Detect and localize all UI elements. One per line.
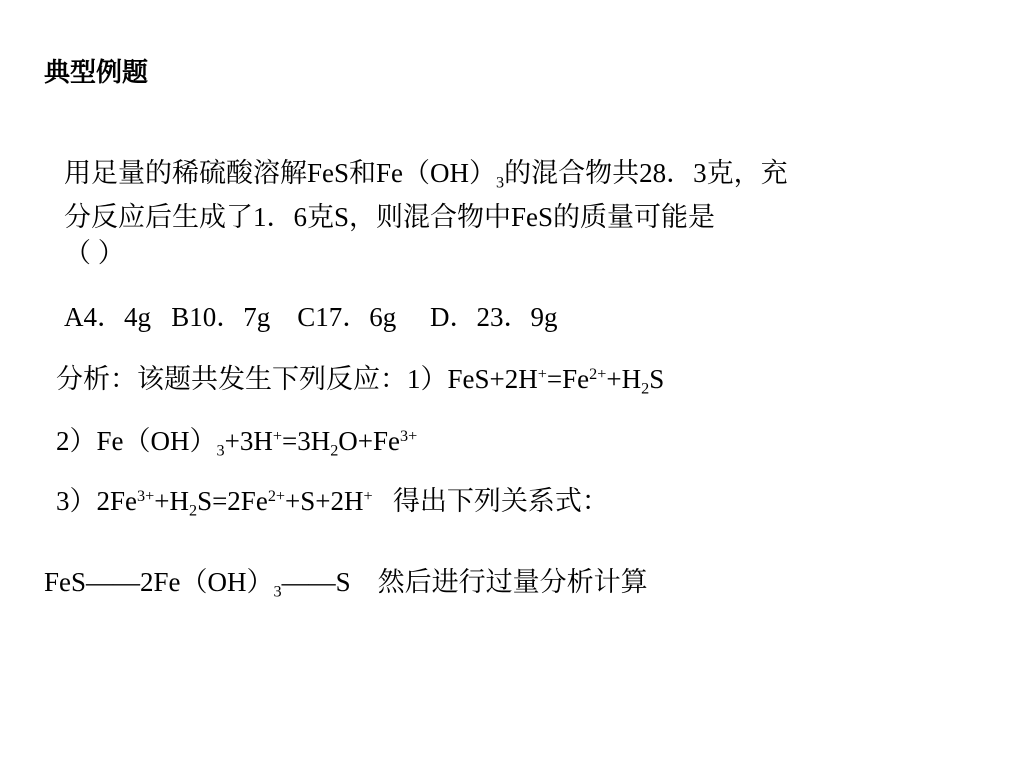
subscript: 3 bbox=[496, 173, 505, 192]
superscript: 3+ bbox=[400, 427, 418, 446]
superscript: 3+ bbox=[137, 487, 155, 506]
superscript: + bbox=[537, 365, 547, 384]
subscript: 3 bbox=[216, 441, 225, 460]
answer-options: A4．4g B10．7g C17．6g D．23．9g bbox=[64, 302, 558, 332]
reaction-text: +3H bbox=[224, 426, 273, 456]
subscript: 2 bbox=[188, 501, 198, 520]
answer-blank: （ ） bbox=[64, 238, 125, 268]
reaction-text: 分析：该题共发生下列反应：1）FeS+2H bbox=[56, 364, 538, 394]
reaction-text: +H bbox=[606, 364, 642, 394]
subscript: 2 bbox=[330, 441, 339, 460]
reaction-3 bbox=[56, 484, 609, 518]
question-line-1 bbox=[64, 156, 788, 190]
superscript: 2+ bbox=[267, 487, 286, 506]
reaction-text: =3H bbox=[281, 426, 331, 456]
reaction-text: S=2Fe bbox=[197, 486, 268, 516]
reaction-2 bbox=[56, 424, 417, 458]
reaction-text: O+Fe bbox=[338, 426, 401, 456]
reaction-1 bbox=[56, 362, 664, 396]
subscript: 3 bbox=[273, 582, 282, 601]
reaction-text: 得出下列关系式： bbox=[372, 486, 609, 516]
relation-line bbox=[44, 565, 648, 599]
reaction-text: +H bbox=[154, 486, 189, 516]
superscript: + bbox=[272, 427, 282, 446]
question-line-2: 分反应后生成了1．6克S，则混合物中FeS的质量可能是 bbox=[64, 202, 716, 232]
reaction-text: 2）Fe（OH） bbox=[56, 426, 217, 456]
superscript: + bbox=[363, 487, 373, 506]
reaction-text: 3）2Fe bbox=[56, 486, 137, 516]
relation-text: ——S 然后进行过量分析计算 bbox=[281, 567, 648, 597]
slide-title: 典型例题 bbox=[44, 58, 149, 88]
question-text: 的混合物共28．3克，充 bbox=[504, 158, 788, 188]
question-text: 用足量的稀硫酸溶解FeS和Fe（OH） bbox=[64, 158, 497, 188]
reaction-text: +S+2H bbox=[285, 486, 364, 516]
superscript: 2+ bbox=[589, 365, 607, 384]
reaction-text: =Fe bbox=[546, 364, 590, 394]
reaction-text: S bbox=[649, 364, 665, 394]
relation-text: FeS——2Fe（OH） bbox=[44, 567, 274, 597]
subscript: 2 bbox=[641, 379, 650, 398]
